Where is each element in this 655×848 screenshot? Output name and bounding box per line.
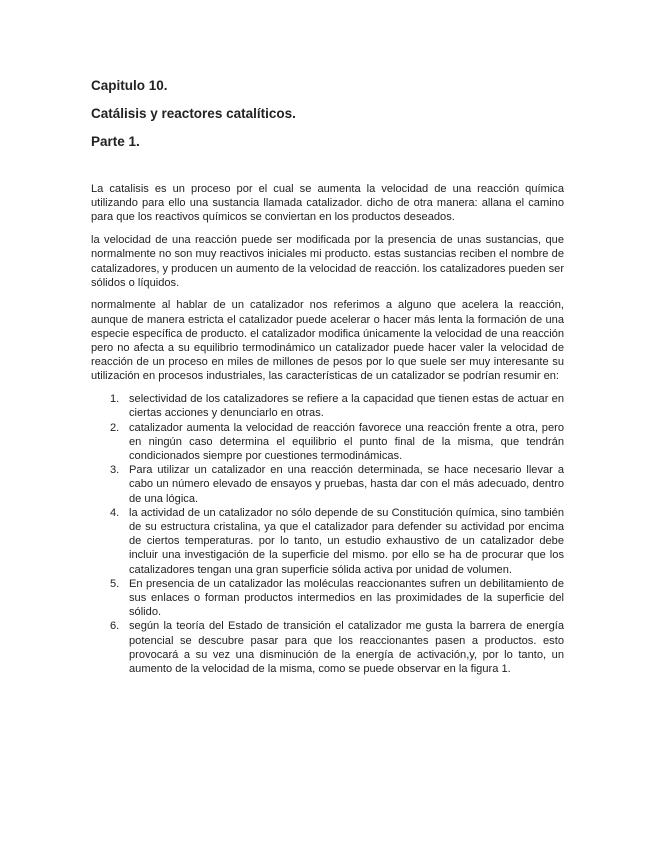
list-item-text: selectividad de los catalizadores se refiere a la capacidad que tienen estas de actuar en ciertas acciones y denunciarlo en otras.	[129, 393, 564, 420]
list-item-text: En presencia de un catalizador las moléculas reaccionantes sufren un debilitamiento de sus enlaces o forman productos intermedios en las proximidades de la superficie del sólido.	[129, 577, 564, 619]
part-heading: Parte 1.	[91, 134, 140, 149]
list-number: 2.	[110, 421, 120, 434]
paragraph: normalmente al hablar de un catalizador nos referimos a alguno que acelera la reacción, aunque de manera estricta el catalizador puede acelerar o hacer más lenta la formación de una especie específica de producto. el catalizador modifica únicamente la velocidad de una reacción pero no afecta a su equilibrio termodinámico un catalizador puede hacer valer la velocidad de reacción de un proceso en miles de millones de pesos por lo que suele ser muy interesante su utilización en procesos industriales, las características de un catalizador se podrían resumir en:	[91, 299, 565, 383]
list-item	[91, 577, 564, 620]
list-item	[91, 506, 564, 577]
list-number: 5.	[110, 577, 120, 590]
paragraph: La catalisis es un proceso por el cual se aumenta la velocidad de una reacción química utilizando para ello una sustancia llamada catalizador. dicho de otra manera: allana el camino para que los reactivos químicos se conviertan en los productos deseados.	[91, 183, 564, 224]
list-item	[91, 463, 564, 506]
chapter-heading: Capitulo 10.	[91, 78, 168, 93]
list-item-text: según la teoría del Estado de transición el catalizador me gusta la barrera de energía potencial se descubre pasar para que los reaccionantes pasen a productos. esto provocará a su vez una disminución de la energía de activación,y, por lo tanto, un aumento de la velocidad de la misma, como se puede observar en la figura 1.	[129, 620, 564, 675]
list-number: 1.	[110, 393, 120, 406]
list-item	[91, 619, 564, 676]
characteristics-list	[91, 392, 564, 676]
list-item-text: la actividad de un catalizador no sólo depende de su Constitución química, sino también de su estructura cristalina, ya que el catalizador para defender su actividad por encima de ciertos temperaturas. por lo tanto, un estudio exhaustivo de un catalizador debe incluir una investigación de la superficie del mismo. por ello se ha de procurar que los catalizadores tengan una gran superficie sólida activa por unidad de volumen.	[129, 506, 564, 576]
document-body	[91, 182, 564, 676]
list-item	[91, 421, 564, 464]
list-number: 3.	[110, 464, 120, 477]
paragraph: la velocidad de una reacción puede ser modificada por la presencia de unas sustancias, que normalmente no son muy reactivos iniciales mi producto. estas sustancias reciben el nombre de catalizadores, y producen un aumento de la velocidad de reacción. los catalizadores pueden ser sólidos o líquidos.	[91, 234, 565, 289]
list-number: 6.	[110, 620, 120, 633]
list-item-text: Para utilizar un catalizador en una reacción determinada, se hace necesario llevar a cabo un número elevado de ensayos y pruebas, hasta dar con el más adecuado, dentro de una lógica.	[129, 464, 564, 505]
chapter-title: Catálisis y reactores catalíticos.	[91, 106, 296, 121]
list-number: 4.	[110, 506, 120, 519]
list-item	[91, 392, 564, 420]
list-item-text: catalizador aumenta la velocidad de reacción favorece una reacción frente a otra, pero en ningún caso determina el equilibrio el punto final de la misma, que tendrán condicionados siempre por cuestiones termodinámicas.	[129, 421, 564, 462]
